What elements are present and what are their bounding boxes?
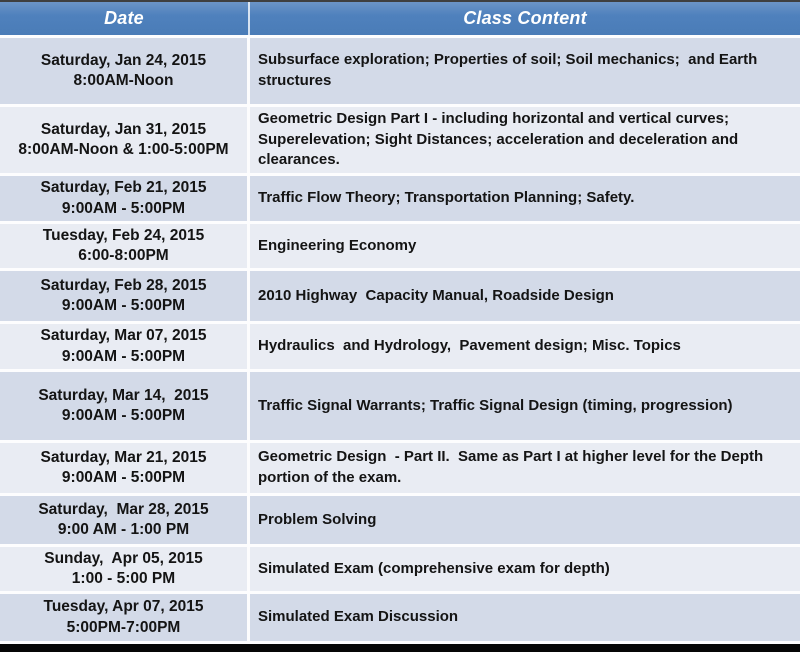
date-cell bbox=[0, 107, 250, 173]
table-row bbox=[0, 547, 800, 591]
time-text: 8:00AM-Noon bbox=[73, 72, 174, 89]
content-text: 2010 Highway Capacity Manual, Roadside Design bbox=[258, 286, 614, 304]
date-cell bbox=[0, 594, 250, 641]
time-text: 5:00PM-7:00PM bbox=[66, 618, 181, 636]
table-row bbox=[0, 594, 800, 641]
table-row bbox=[0, 372, 800, 440]
table-row bbox=[0, 496, 800, 544]
content-text: Traffic Flow Theory; Transportation Planning; Safety. bbox=[258, 189, 635, 207]
content-cell bbox=[250, 496, 800, 544]
content-text: Geometric Design - Part II. Same as Part I at higher level for the Depth portion of the exam. bbox=[258, 448, 768, 486]
table-row bbox=[0, 443, 800, 493]
date-text: Saturday, Feb 28, 2015 bbox=[40, 276, 207, 294]
date-cell bbox=[0, 443, 250, 493]
content-text: Simulated Exam (comprehensive exam for depth) bbox=[258, 559, 610, 577]
content-cell bbox=[250, 107, 800, 173]
date-text: Saturday, Jan 24, 2015 bbox=[40, 51, 207, 69]
date-text: Saturday, Feb 21, 2015 bbox=[40, 179, 207, 197]
content-cell bbox=[250, 224, 800, 268]
content-text: Traffic Signal Warrants; Traffic Signal Design (timing, progression) bbox=[258, 396, 733, 414]
content-text: Problem Solving bbox=[258, 510, 377, 528]
content-text: Hydraulics and Hydrology, Pavement design; Misc. Topics bbox=[258, 337, 681, 355]
content-cell bbox=[250, 372, 800, 440]
time-text: 9:00AM - 5:00PM bbox=[61, 297, 186, 314]
date-text: Saturday, Mar 28, 2015 bbox=[38, 500, 209, 518]
time-text: 6:00-8:00PM bbox=[78, 247, 169, 264]
column-header-date: Date bbox=[0, 2, 250, 35]
table-bottom-border-bar bbox=[0, 644, 800, 652]
date-text: Saturday, Mar 21, 2015 bbox=[40, 448, 207, 466]
table-row bbox=[0, 107, 800, 173]
content-text: Subsurface exploration; Properties of soil; Soil mechanics; and Earth structures bbox=[258, 51, 762, 89]
date-cell bbox=[0, 496, 250, 544]
date-cell bbox=[0, 547, 250, 591]
date-text: Saturday, Jan 31, 2015 bbox=[40, 120, 207, 138]
content-text: Geometric Design Part I - including horizontal and vertical curves; Superelevation; Sight Distances; acceleration and deceleration and clearances. bbox=[258, 109, 743, 169]
content-cell bbox=[250, 38, 800, 104]
table-row bbox=[0, 224, 800, 268]
content-cell bbox=[250, 547, 800, 591]
content-cell bbox=[250, 594, 800, 641]
date-text: Tuesday, Feb 24, 2015 bbox=[42, 226, 205, 244]
time-text: 9:00AM - 5:00PM bbox=[61, 199, 186, 217]
table-row bbox=[0, 176, 800, 221]
date-cell bbox=[0, 176, 250, 221]
time-text: 9:00AM - 5:00PM bbox=[61, 347, 186, 365]
date-cell bbox=[0, 372, 250, 440]
date-cell bbox=[0, 324, 250, 369]
content-text: Simulated Exam Discussion bbox=[258, 608, 459, 626]
content-cell bbox=[250, 443, 800, 493]
time-text: 9:00AM - 5:00PM bbox=[61, 407, 186, 424]
time-text: 1:00 - 5:00 PM bbox=[71, 570, 176, 587]
table-header-row bbox=[0, 2, 800, 35]
date-text: Tuesday, Apr 07, 2015 bbox=[43, 598, 204, 616]
date-cell bbox=[0, 38, 250, 104]
date-text: Saturday, Mar 07, 2015 bbox=[40, 327, 207, 345]
date-text: Saturday, Mar 14, 2015 bbox=[38, 386, 209, 404]
content-cell bbox=[250, 271, 800, 321]
column-header-class-content: Class Content bbox=[463, 8, 587, 28]
content-cell bbox=[250, 324, 800, 369]
table-row bbox=[0, 324, 800, 369]
date-cell bbox=[0, 271, 250, 321]
date-text: Sunday, Apr 05, 2015 bbox=[44, 549, 203, 567]
content-cell bbox=[250, 176, 800, 221]
time-text: 9:00AM - 5:00PM bbox=[61, 469, 186, 486]
time-text: 8:00AM-Noon & 1:00-5:00PM bbox=[18, 141, 229, 158]
date-cell bbox=[0, 224, 250, 268]
table-row bbox=[0, 271, 800, 321]
content-text: Engineering Economy bbox=[258, 236, 417, 254]
table-row bbox=[0, 38, 800, 104]
time-text: 9:00 AM - 1:00 PM bbox=[57, 521, 190, 538]
